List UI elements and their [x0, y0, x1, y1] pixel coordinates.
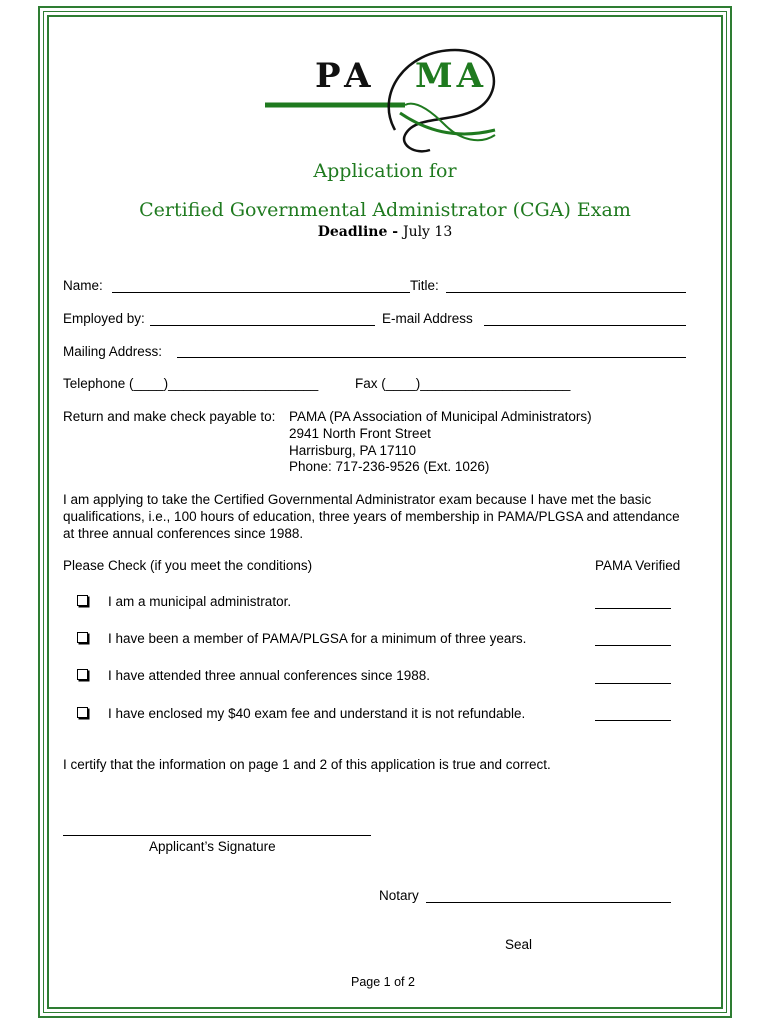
certify-statement: I certify that the information on page 1 and 2 of this application is true and correct. [63, 757, 551, 772]
notary-field[interactable] [426, 902, 671, 903]
email-field[interactable] [484, 325, 686, 326]
seal-label: Seal [505, 937, 533, 952]
qualification-statement: I am applying to take the Certified Governmental Administrator exam because I have met the basic qualifications, i.e., 100 hours of education, three years of membership in PAMA/PLGSA and attendance at three annual conferences since 1988. [63, 492, 680, 541]
notary-label: Notary [379, 888, 419, 903]
checklist-item-label: I am a municipal administrator. [108, 594, 292, 609]
name-field[interactable] [112, 292, 410, 293]
page-number: Page 1 of 2 [351, 975, 415, 989]
checkbox-conferences[interactable] [77, 669, 88, 680]
logo-text-ma: MA [415, 56, 488, 96]
return-address-line: Harrisburg, PA 17110 [289, 443, 417, 458]
title-field[interactable] [446, 292, 686, 293]
verified-field[interactable] [595, 645, 671, 646]
verified-field[interactable] [595, 683, 671, 684]
employed-field[interactable] [150, 325, 375, 326]
title-label: Title: [410, 278, 439, 293]
title-exam-name: Certified Governmental Administrator (CGA) Exam [139, 199, 631, 221]
email-label: E-mail Address [382, 311, 473, 326]
employed-label: Employed by: [63, 311, 145, 326]
checkbox-administrator[interactable] [77, 595, 88, 606]
title-application-for: Application for [313, 160, 457, 182]
signature-label: Applicant’s Signature [149, 839, 276, 854]
return-address-line: 2941 North Front Street [289, 426, 431, 441]
deadline-date: July 13 [402, 224, 453, 240]
return-label: Return and make check payable to: [63, 409, 276, 424]
return-address-line: Phone: 717-236-9526 (Ext. 1026) [289, 459, 490, 474]
checkbox-exam-fee[interactable] [77, 707, 88, 718]
mailing-label: Mailing Address: [63, 344, 163, 359]
fax-field[interactable]: Fax (____)____________________ [355, 376, 571, 391]
signature-field[interactable] [63, 835, 371, 836]
verified-field[interactable] [595, 608, 671, 609]
checklist-heading: Please Check (if you meet the conditions) [63, 558, 313, 573]
checklist-item-label: I have enclosed my $40 exam fee and understand it is not refundable. [108, 706, 526, 721]
checkbox-member[interactable] [77, 632, 88, 643]
mailing-field[interactable] [177, 357, 686, 358]
name-label: Name: [63, 278, 103, 293]
checklist-item-label: I have attended three annual conferences since 1988. [108, 668, 430, 683]
return-address-line: PAMA (PA Association of Municipal Administrators) [289, 409, 592, 424]
verified-field[interactable] [595, 720, 671, 721]
pama-logo [255, 35, 505, 160]
logo-text-pa: PA [315, 56, 377, 96]
deadline [0, 224, 770, 240]
telephone-field[interactable]: Telephone (____)____________________ [63, 376, 319, 391]
verified-heading: PAMA Verified [595, 558, 681, 573]
checklist-item-label: I have been a member of PAMA/PLGSA for a minimum of three years. [108, 631, 527, 646]
deadline-label: Deadline - [317, 224, 403, 240]
